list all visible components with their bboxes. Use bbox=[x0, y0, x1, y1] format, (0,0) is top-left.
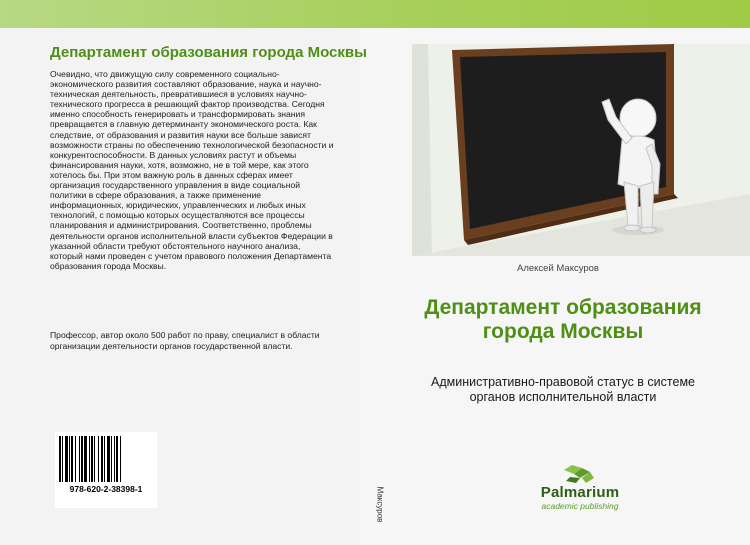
front-title: Департамент образования города Москвы bbox=[424, 296, 702, 343]
front-author: Алексей Максуров bbox=[517, 263, 599, 274]
publisher-tagline: academic publishing bbox=[541, 501, 619, 511]
front-subtitle: Административно-правовой статус в системе органов исполнительной власти bbox=[431, 375, 695, 404]
back-cover-title: Департамент образования города Москвы bbox=[50, 44, 367, 61]
barcode-icon bbox=[59, 436, 153, 484]
palmarium-mark-icon bbox=[550, 462, 610, 484]
isbn-barcode bbox=[55, 432, 157, 508]
publisher-name: Palmarium bbox=[540, 484, 620, 501]
publisher-logo bbox=[520, 462, 640, 514]
top-color-band bbox=[0, 0, 750, 28]
figure-at-chalkboard-icon bbox=[412, 44, 750, 256]
author-bio: Профессор, автор около 500 работ по праву, специалист в области организации деятельности органов государственной власти. bbox=[50, 330, 320, 351]
cover-illustration bbox=[412, 44, 750, 256]
spine-author: Максуров bbox=[375, 486, 385, 523]
book-spine bbox=[360, 28, 408, 545]
back-cover-description: Очевидно, что движущую силу современного социально-экономического развития составляют образование, наука и научно-техническая деятельность, превратившиеся в условиях научно-технического прогресса в решающий фактор производства. Сегодня именно способность генерировать и трансформировать знания превращается в главную детерминанту экономического роста. Как следствие, от образования и развития науки все больше зависят возможности страны по обеспечению технологической безопасности и конкурентоспособности. В данных условиях растут и объемы финансирования науки, хотя, возможно, не в той мере, как этого хотелось бы. При этом важную роль в данных сферах имеет организация государственного управления в виде социальной политики в сфере образования, а также применение информационных, юридических, управленческих и любых иных технологий, с помощью которых осуществляются все процессы планирования и администрирования. Соответственно, проблемы деятельности органов исполнительной власти субъектов Федерации в указанной области требуют обстоятельного научного анализа, который нами проведен с учетом правового положения Департамента образования города Москвы. bbox=[50, 69, 334, 271]
isbn-number: 978-620-2-38398-1 bbox=[69, 484, 143, 494]
